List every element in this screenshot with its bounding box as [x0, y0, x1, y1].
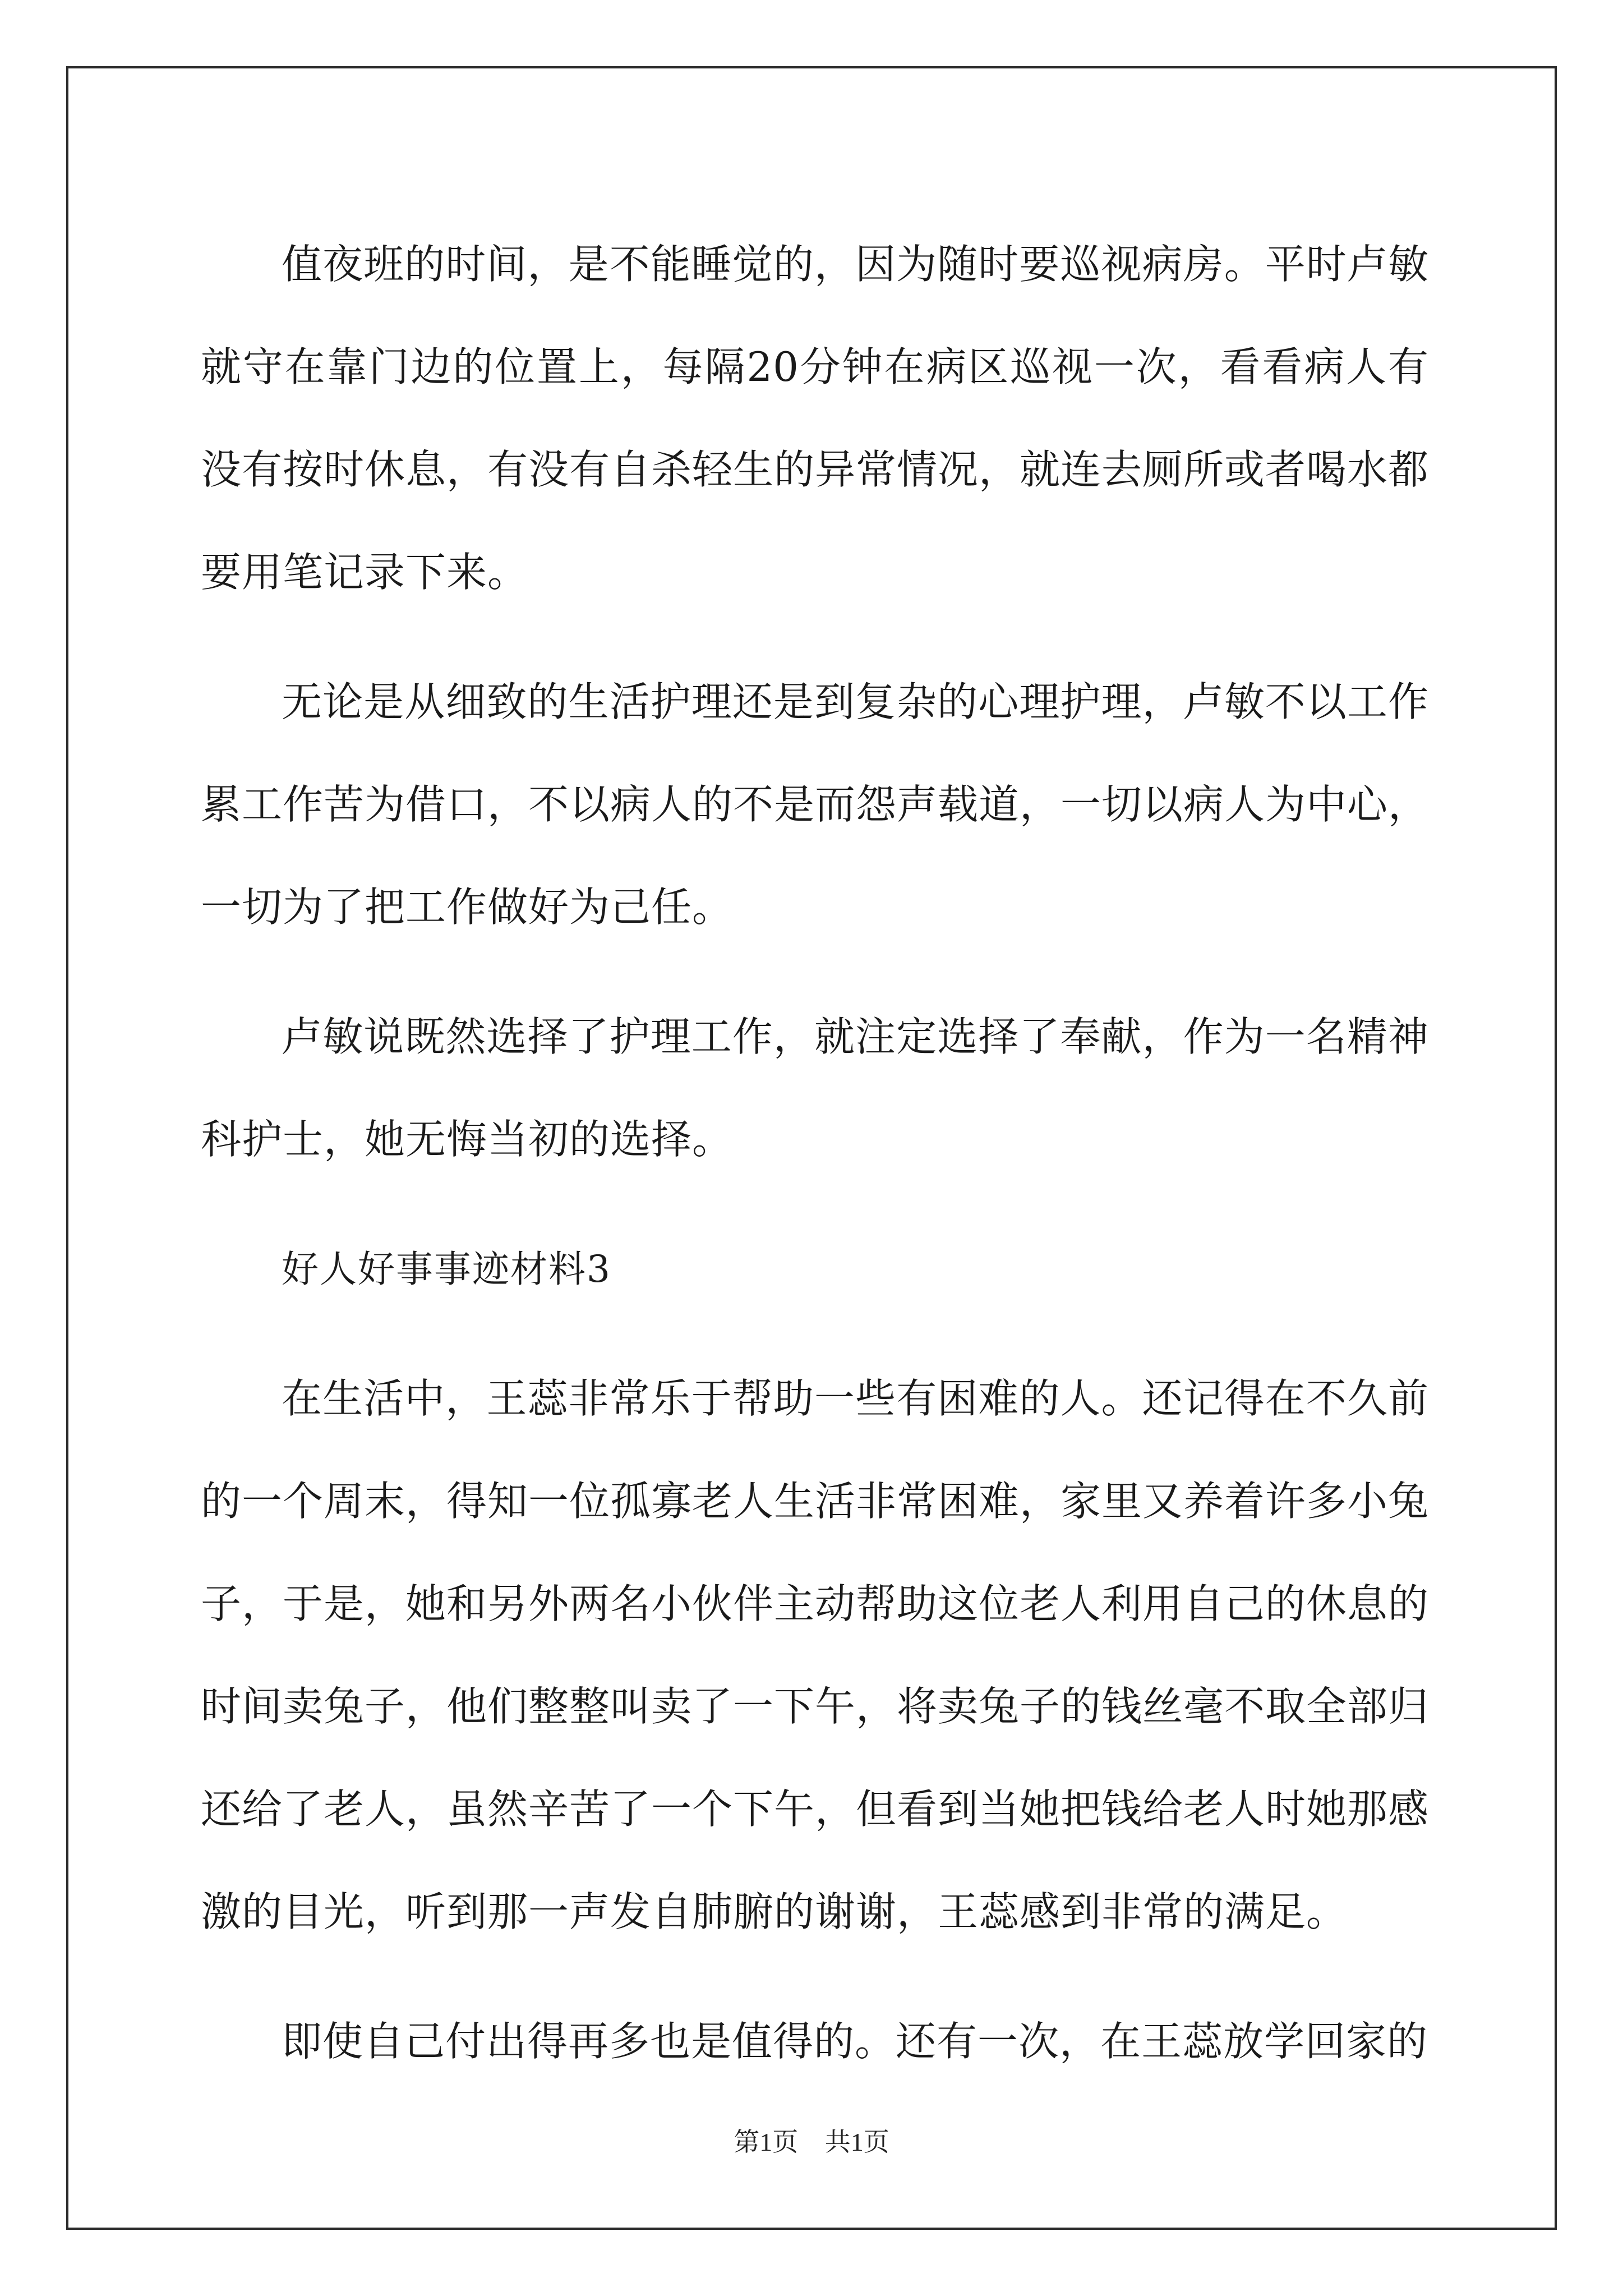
- paragraph-helping-elderly: 在生活中，王蕊非常乐于帮助一些有困难的人。还记得在不久前的一个周末，得知一位孤寡老人生活非常困难，家里又养着许多小兔子，于是，她和另外两名小伙伴主动帮助这位老人利用自己的休息的时间卖兔子，他们整整叫卖了一下午，将卖兔子的钱丝毫不取全部归还给了老人，虽然辛苦了一个下午，但看到当她把钱给老人时她那感激的目光，听到那一声发自肺腑的谢谢，王蕊感到非常的满足。: [201, 1375, 1430, 1935]
- paragraph-dedication: 卢敏说既然选择了护理工作，就注定选择了奉献，作为一名精神科护士，她无悔当初的选择。: [201, 1013, 1429, 1163]
- document-body: [201, 213, 1429, 2120]
- page-number-current: 第1页: [734, 2128, 799, 2156]
- paragraph-nursing-care: 无论是从细致的生活护理还是到复杂的心理护理，卢敏不以工作累工作苦为借口，不以病人的不是而怨声载道，一切以病人为中心，一切为了把工作做好为己任。: [201, 678, 1430, 931]
- paragraph-night-shift: 值夜班的时间，是不能睡觉的，因为随时要巡视病房。平时卢敏就守在靠门边的位置上，每隔20分钟在病区巡视一次，看看病人有没有按时休息，有没有自杀轻生的异常情况，就连去厕所或者喝水都要用笔记录下来。: [201, 241, 1430, 596]
- page-footer: [0, 2122, 1623, 2159]
- paragraph-another-time: 即使自己付出得再多也是值得的。还有一次，在王蕊放学回家的: [282, 2018, 1428, 2065]
- section-heading: 好人好事事迹材料3: [282, 1248, 611, 1291]
- page-number-total: 共1页: [824, 2128, 889, 2156]
